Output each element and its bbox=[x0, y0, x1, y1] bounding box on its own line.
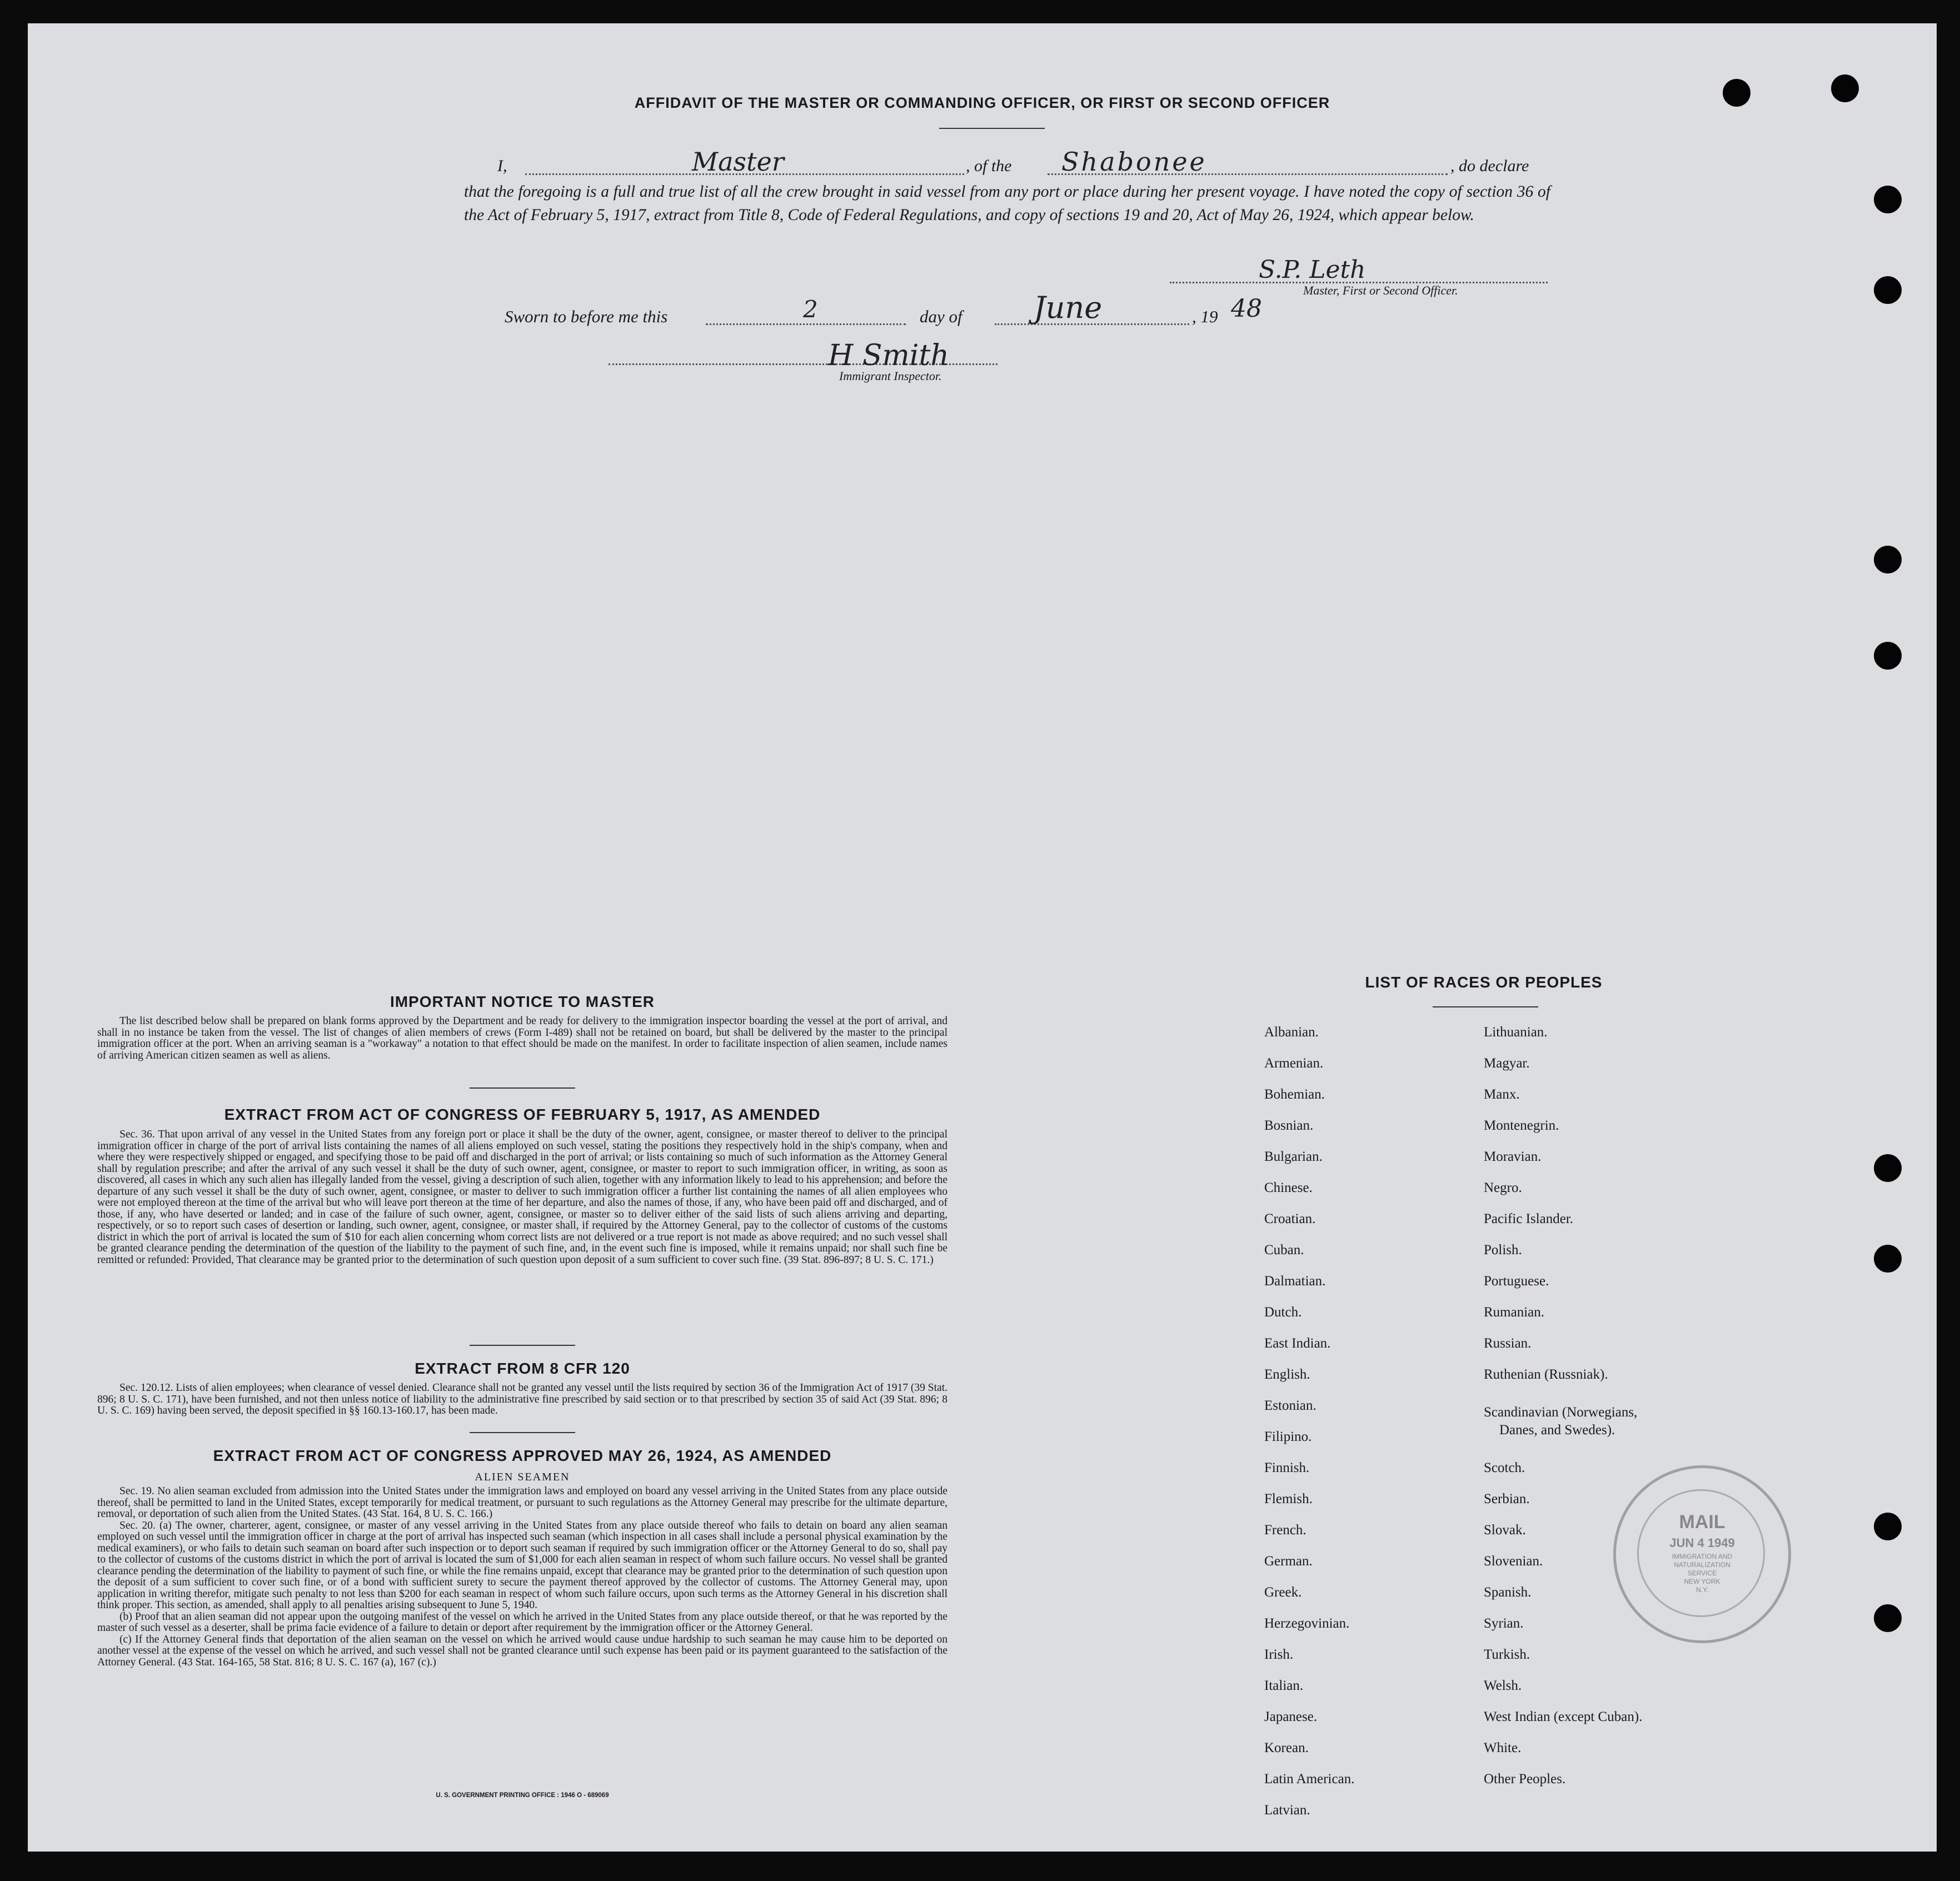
race-item: Korean. bbox=[1264, 1740, 1309, 1755]
stamp-mail: MAIL bbox=[1679, 1511, 1725, 1533]
races-right-column bbox=[1484, 1025, 1795, 1814]
section-rule bbox=[470, 1432, 575, 1433]
sec-19-paragraph: Sec. 19. No alien seaman excluded from admission into the United States under the immigration laws and employed on board any vessel arriving in the United States from any place outside thereof, shall be permitted to land in the United States, except temporarily for medical treatment, or pursuant to such regulations as the Attorney General may prescribe for the ultimate departure, removal, or deportation of such alien from the United States. (43 Stat. 164, 8 U. S. C. 166.) bbox=[97, 1485, 947, 1520]
section-rule bbox=[470, 1345, 575, 1346]
race-item: Pacific Islander. bbox=[1484, 1211, 1574, 1226]
year-prefix: , 19 bbox=[1192, 307, 1218, 326]
race-item: Scotch. bbox=[1484, 1460, 1525, 1475]
race-item: Moravian. bbox=[1484, 1149, 1542, 1164]
race-item: Cuban. bbox=[1264, 1243, 1304, 1258]
race-item: Montenegrin. bbox=[1484, 1118, 1559, 1133]
stamp-agency-1: IMMIGRATION AND bbox=[1672, 1553, 1733, 1560]
binder-hole bbox=[1874, 546, 1902, 573]
day-field-value: 2 bbox=[803, 296, 818, 323]
notice-text bbox=[97, 1016, 947, 1061]
race-item: Serbian. bbox=[1484, 1491, 1530, 1506]
race-item: Bohemian. bbox=[1264, 1087, 1325, 1102]
title-rule bbox=[939, 128, 1045, 129]
race-item: West Indian (except Cuban). bbox=[1484, 1709, 1643, 1724]
sec-120-paragraph: Sec. 120.12. Lists of alien employees; when clearance of vessel denied. Clearance shall not be granted any vessel until the lists required by section 36 of the Immigration Act of 1917 (39 Stat. 896; 8 U. S. C. 171), have been furnished, and not then unless notice of liability to the administrative fine prescribed by said section or to that prescribed by section 35 of said Act (39 Stat. 896; 8 U. S. C. 169) having been served, the deposit specified in §§ 160.13-160.17, has been made. bbox=[97, 1382, 947, 1416]
binder-hole bbox=[1874, 276, 1902, 304]
race-item: Welsh. bbox=[1484, 1678, 1522, 1693]
race-item: Filipino. bbox=[1264, 1429, 1312, 1444]
race-item: Herzegovinian. bbox=[1264, 1616, 1350, 1631]
declaration-line-1 bbox=[497, 157, 507, 176]
race-item: Finnish. bbox=[1264, 1460, 1310, 1475]
race-item: Japanese. bbox=[1264, 1709, 1318, 1724]
extract-1924-subtitle: ALIEN SEAMEN bbox=[475, 1471, 570, 1483]
day-label: day of bbox=[920, 307, 962, 326]
race-item: Spanish. bbox=[1484, 1585, 1532, 1600]
stamp-state: N.Y. bbox=[1696, 1586, 1708, 1594]
races-title-rule bbox=[1433, 1006, 1538, 1007]
officer-signature: S.P. Leth bbox=[1259, 256, 1366, 284]
race-item: German. bbox=[1264, 1554, 1313, 1569]
stamp-agency-3: SERVICE bbox=[1687, 1569, 1717, 1577]
race-item: English. bbox=[1264, 1367, 1310, 1382]
race-item: Dutch. bbox=[1264, 1305, 1302, 1320]
binder-hole bbox=[1874, 1604, 1902, 1632]
declaration-of-the: , of the bbox=[966, 157, 1012, 175]
sec-20a-paragraph: Sec. 20. (a) The owner, charterer, agent, consignee, or master of any vessel arriving in the United States from any place outside thereof who fails to detain on board any alien seaman employed on such vessel until the immigration officer in charge at the port of arrival has inspected such seaman (which inspection in all cases shall include a personal physical examination by the medical examiners), or who fails to detain such seaman on board after such inspection or to deport such seaman if required by such immigration officer or the Attorney General to do so, shall pay to the collector of customs of the customs district in which the port of arrival is located the sum of $1,000 for each alien seaman in respect of whom such failure occurs. No vessel shall be granted clearance pending the determination of the liability to payment of such fine, or while the fine remains unpaid, except that clearance may be granted prior to the determination of such question upon the deposit of a sum sufficient to cover such fine, or of a bond with sufficient surety to secure the payment thereof approved by the collector of customs. The Attorney General may, upon application in writing therefor, mitigate such penalty to not less than $200 for each seaman in respect of whom such failure occurs, upon such terms as the Attorney General in his discretion shall think proper. This section, as amended, shall apply to all penalties arising subsequent to June 5, 1940. bbox=[97, 1519, 947, 1611]
race-item: Lithuanian. bbox=[1484, 1025, 1548, 1040]
stamp-city: NEW YORK bbox=[1684, 1578, 1720, 1585]
race-item: Rumanian. bbox=[1484, 1305, 1545, 1320]
race-item: Bosnian. bbox=[1264, 1118, 1314, 1133]
stamp-date: JUN 4 1949 bbox=[1669, 1536, 1735, 1550]
sec-36-paragraph: Sec. 36. That upon arrival of any vessel in the United States from any foreign port or place it shall be the duty of the owner, agent, consignee, or master thereof to deliver to the principal immigration officer in charge of the port of arrival lists containing the names of all aliens employed on such vessel, stating the positions they respectively hold in the ship's company, when and where they were respectively shipped or engaged, and specifying those to be paid off and discharged in the port of arrival; or lists containing so much of such information as the Attorney General shall by regulation prescribe; and after the arrival of any such vessel it shall be the duty of such owner, agent, consignee, or master to report to such immigration officer, in writing, as soon as discovered, all cases in which any such alien has illegally landed from the vessel, giving a description of such alien, together with any information likely to lead to his apprehension; and before the departure of any such vessel it shall be the duty of such owner, agent, consignee, or master to deliver to such immigration officer a further list containing the names of all alien employees who were not employed thereon at the time of the arrival but who will leave port thereon at the time of her departure, and also the names of those, if any, who have been paid off and discharged, and of those, if any, who have deserted or landed; and in case of the failure of such owner, agent, consignee, or master so to deliver either of the said lists of such aliens arriving and departing, respectively, or so to report such cases of desertion or landing, such owner, agent, consignee, or master shall, if required by the Attorney General, pay to the collector of customs of the customs district in which the port of arrival is located the sum of $10 for each alien concerning whom correct lists are not delivered or a true report is not made as above required; and no such vessel shall be granted clearance pending the determination of the question of the liability to the payment of such fine, and, in the event such fine is imposed, while it remains unpaid; nor shall such fine be remitted or refunded: Provided, That clearance may be granted prior to the determination of such question upon deposit of a sum sufficient to cover such fine. (39 Stat. 896-897; 8 U. S. C. 171.) bbox=[97, 1129, 947, 1266]
sec-20c-paragraph: (c) If the Attorney General finds that deportation of the alien seaman on the vessel on which he arrived would cause undue hardship to such seaman he may cause him to be deported on another vessel at the expense of the vessel on which he arrived, and such vessel shall not be granted clearance until such expense has been paid or its payment guaranteed to the satisfaction of the Attorney General. (43 Stat. 164-165, 58 Stat. 816; 8 U. S. C. 167 (a), 167 (c).) bbox=[97, 1633, 947, 1668]
vessel-field-value: Shabonee bbox=[1061, 147, 1207, 177]
race-item: Croatian. bbox=[1264, 1211, 1316, 1226]
section-rule bbox=[470, 1087, 575, 1089]
declaration-prefix: I, bbox=[497, 157, 507, 175]
race-item: Manx. bbox=[1484, 1087, 1520, 1102]
race-item: Flemish. bbox=[1264, 1491, 1313, 1506]
race-item: Italian. bbox=[1264, 1678, 1304, 1693]
race-item: Scandinavian (Norwegians, bbox=[1484, 1405, 1638, 1420]
binder-hole bbox=[1874, 642, 1902, 670]
stamp-agency-2: NATURALIZATION bbox=[1674, 1561, 1730, 1569]
race-item: Syrian. bbox=[1484, 1616, 1524, 1631]
binder-hole bbox=[1874, 186, 1902, 213]
extract-8cfr-title: EXTRACT FROM 8 CFR 120 bbox=[415, 1360, 630, 1377]
officer-label: Master, First or Second Officer. bbox=[1303, 283, 1458, 297]
race-item: Slovenian. bbox=[1484, 1554, 1543, 1569]
race-item: Danes, and Swedes). bbox=[1499, 1423, 1615, 1438]
race-item: Dalmatian. bbox=[1264, 1274, 1326, 1289]
race-item: Negro. bbox=[1484, 1180, 1522, 1195]
sec-20b-paragraph: (b) Proof that an alien seaman did not appear upon the outgoing manifest of the vessel on which he arrived in the United States from any place outside thereof, or that he was reported by the master of such vessel as a deserter, shall be prima facie evidence of a failure to detain or deport after requirement by the immigration officer or the Attorney General. bbox=[97, 1610, 947, 1634]
race-item: Estonian. bbox=[1264, 1398, 1316, 1413]
declaration-suffix: , do declare bbox=[1450, 157, 1529, 175]
race-item: Other Peoples. bbox=[1484, 1772, 1566, 1787]
year-field-value: 48 bbox=[1231, 295, 1262, 323]
inspector-label: Immigrant Inspector. bbox=[839, 369, 942, 383]
races-title: LIST OF RACES OR PEOPLES bbox=[1365, 974, 1603, 991]
declaration-text: that the foregoing is a full and true list of all the crew brought in said vessel from any port or place during her present voyage. I have noted the copy of section 36 of the Act of February 5, 1917, extract from Title 8, Code of Federal Regulations, and copy of sections 19 and 20, Act of May 26, 1924, which appear below. bbox=[464, 183, 1550, 224]
notice-paragraph: The list described below shall be prepared on blank forms approved by the Department and be ready for delivery to the immigration inspector boarding the vessel at the port of arrival, and shall in no instance be taken from the vessel. The list of changes of alien members of crews (Form I-489) shall not be retained on board, but shall be delivered by the master to the principal immigration officer at the port. When an arriving seaman is a "workaway" a notation to that effect should be made on the manifest. In order to facilitate inspection of alien seamen, include names of arriving American citizen seamen as well as aliens. bbox=[97, 1015, 947, 1061]
race-item: Magyar. bbox=[1484, 1056, 1530, 1071]
extract-1917-title: EXTRACT FROM ACT OF CONGRESS OF FEBRUARY 5, 1917, AS AMENDED bbox=[224, 1106, 821, 1123]
race-item: Irish. bbox=[1264, 1647, 1294, 1662]
race-item: Latvian. bbox=[1264, 1803, 1310, 1818]
month-field-value: June bbox=[1034, 290, 1103, 325]
notice-title: IMPORTANT NOTICE TO MASTER bbox=[390, 993, 655, 1010]
inspector-signature: H Smith bbox=[828, 339, 949, 372]
race-item: White. bbox=[1484, 1740, 1522, 1755]
race-item: Latin American. bbox=[1264, 1772, 1355, 1787]
extract-1917-text bbox=[97, 1129, 947, 1266]
race-item: Albanian. bbox=[1264, 1025, 1319, 1040]
race-item: Polish. bbox=[1484, 1243, 1522, 1258]
race-item: Chinese. bbox=[1264, 1180, 1313, 1195]
day-field-line bbox=[706, 323, 906, 325]
race-item: Slovak. bbox=[1484, 1523, 1526, 1538]
extract-8cfr-text bbox=[97, 1383, 947, 1417]
document-page bbox=[28, 23, 1937, 1852]
race-item: Greek. bbox=[1264, 1585, 1302, 1600]
binder-hole bbox=[1874, 1513, 1902, 1540]
race-item: East Indian. bbox=[1264, 1336, 1331, 1351]
races-left-column bbox=[1264, 1025, 1487, 1842]
binder-hole bbox=[1874, 1245, 1902, 1273]
race-item: Russian. bbox=[1484, 1336, 1532, 1351]
name-field-value: Master bbox=[692, 147, 784, 177]
race-item: Armenian. bbox=[1264, 1056, 1324, 1071]
sworn-prefix: Sworn to before me this bbox=[505, 307, 668, 326]
binder-hole bbox=[1874, 1154, 1902, 1182]
race-item: Bulgarian. bbox=[1264, 1149, 1323, 1164]
race-item: French. bbox=[1264, 1523, 1306, 1538]
printer-imprint: U. S. GOVERNMENT PRINTING OFFICE : 1946 O - 689069 bbox=[436, 1792, 609, 1799]
extract-1924-title: EXTRACT FROM ACT OF CONGRESS APPROVED MAY 26, 1924, AS AMENDED bbox=[213, 1447, 832, 1464]
race-item: Ruthenian (Russniak). bbox=[1484, 1367, 1608, 1382]
extract-1924-text bbox=[97, 1486, 947, 1668]
affidavit-title: AFFIDAVIT OF THE MASTER OR COMMANDING OFFICER, OR FIRST OR SECOND OFFICER bbox=[634, 94, 1330, 111]
race-item: Portuguese. bbox=[1484, 1274, 1549, 1289]
mail-received-stamp bbox=[1613, 1465, 1791, 1643]
race-item: Turkish. bbox=[1484, 1647, 1530, 1662]
